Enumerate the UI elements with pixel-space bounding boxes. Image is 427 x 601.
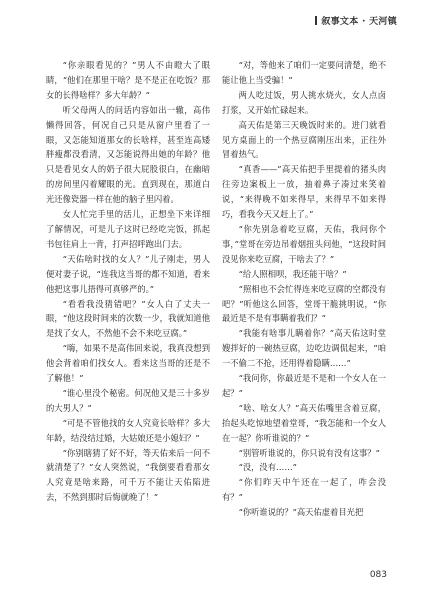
paragraph: “你们昨天中午还在一起了，咋会没有？” [222,477,386,503]
left-column [46,58,210,578]
paragraph: “你先别急着吃豆腐，天佑，我问你个事，”堂哥在旁边吊着烟扭头问他，“这段时间没见你来吃豆腐，干啥去了？” [222,223,386,264]
page-number: 083 [369,570,387,580]
paragraph: “没，没有……” [238,462,297,473]
text-columns [46,58,386,578]
paragraph: “啥、啥女人？”高天佑嘴里含着豆腐，抬起头吃惊地望着堂哥，“我怎能和一个女人在一起？你听谁说的？” [222,402,386,443]
paragraph: “我问你，你最近是不是和一个女人在一起？” [222,373,386,398]
running-header [315,14,397,27]
paragraph: “你听谁说的？”高天佑虚着目光把 [238,507,364,518]
paragraph: 高天佑是第三天晚饭时来的。进门就看见方桌面上的一个热豆腐刚压出来，正往外冒着热气。 [222,119,386,160]
paragraph: “你别瞎猜了好不好，等天佑来后一问不就清楚了？”女人突然说，“我倒要看看那女人究竟是啥来路，可千万不能让天佑陷进去，不然到那时后悔就晚了！” [46,447,210,503]
paragraph: “给人照相呗，我还能干啥？” [238,268,347,279]
header-bar-mark [315,16,317,25]
paragraph: “照相也不会忙得连来吃豆腐的空都没有吧？”听他这么回答，堂哥干脆挑明说，“你最近是不是有事瞒着我们？” [222,283,386,324]
paragraph: “别管听谁说的，你只说有没有这事？” [238,447,380,458]
paragraph: 女人忙完手里的活儿，正想坐下来详细了解情况，可是儿子这时已经吃完饭，抓起书包往肩上一背，打声招呼跑出门去。 [46,209,210,249]
paragraph: “看看我没猜错吧？”女人白了丈夫一眼，“他这段时间来的次数一少，我就知道他是找了女人，不然他不会不来吃豆腐。” [46,298,210,339]
paragraph: 两人吃过饭，男人挑水烧火，女人点卤打浆，又开始忙碌起来。 [222,89,386,115]
paragraph: “对，等他来了咱们一定要问清楚，绝不能让他上当受骗！” [222,60,386,85]
paragraph: “你亲眼看见的？”男人不由瞪大了眼睛，“他们在那里干啥？是不是正在吃饭？那女的长得啥样？多大年龄？” [46,60,210,100]
paragraph: “可是不管他找的女人究竟长啥样？多大年龄，结没结过婚，大姑娘还是小媳妇？” [46,417,210,443]
paragraph: “谁心里没个秘密。何况他又是三十多岁的大男人？” [46,387,210,413]
paragraph: “天佑啥时找的女人？”儿子刚走，男人便对妻子说，“连我这当哥的都不知道，看来他把这事儿捂得可真够严的。” [46,253,210,294]
paragraph: “我能有啥事儿瞒着你？”高天佑这时堂嫂拌好的一碗热豆腐，边吃边调侃起来，“咱一不偷二不抢，还用得着隐瞒……” [222,328,386,369]
header-section-title: 叙事文本 · 天河镇 [321,17,397,27]
paragraph: 听父母两人的问话内容如出一辙，高伟懒得回答，何况自己只是从窗户里看了一眼，又怎能知道那女的长啥样，甚至连高矮胖瘦都没看清，又怎能说得出她的年龄？他只是看见女人的奶子很大屁股很白，在幽暗的房间里闪着耀眼的光。直到现在，那道白光还像瓷器一样在他的脑子里闪着。 [46,104,210,205]
right-column [222,58,386,578]
paragraph: “嗨，如果不是高伟回来说，我真没想到他会背着咱们找女人。看来这当哥的还是不了解他！” [46,343,210,384]
paragraph: “真香——”高天佑把手里提着的猪头肉往旁边案板上一放，抽着鼻子凑过来笑着说，“来得晚不如来得早，来得早不如来得巧，看我今天又赶上了。” [222,164,386,220]
